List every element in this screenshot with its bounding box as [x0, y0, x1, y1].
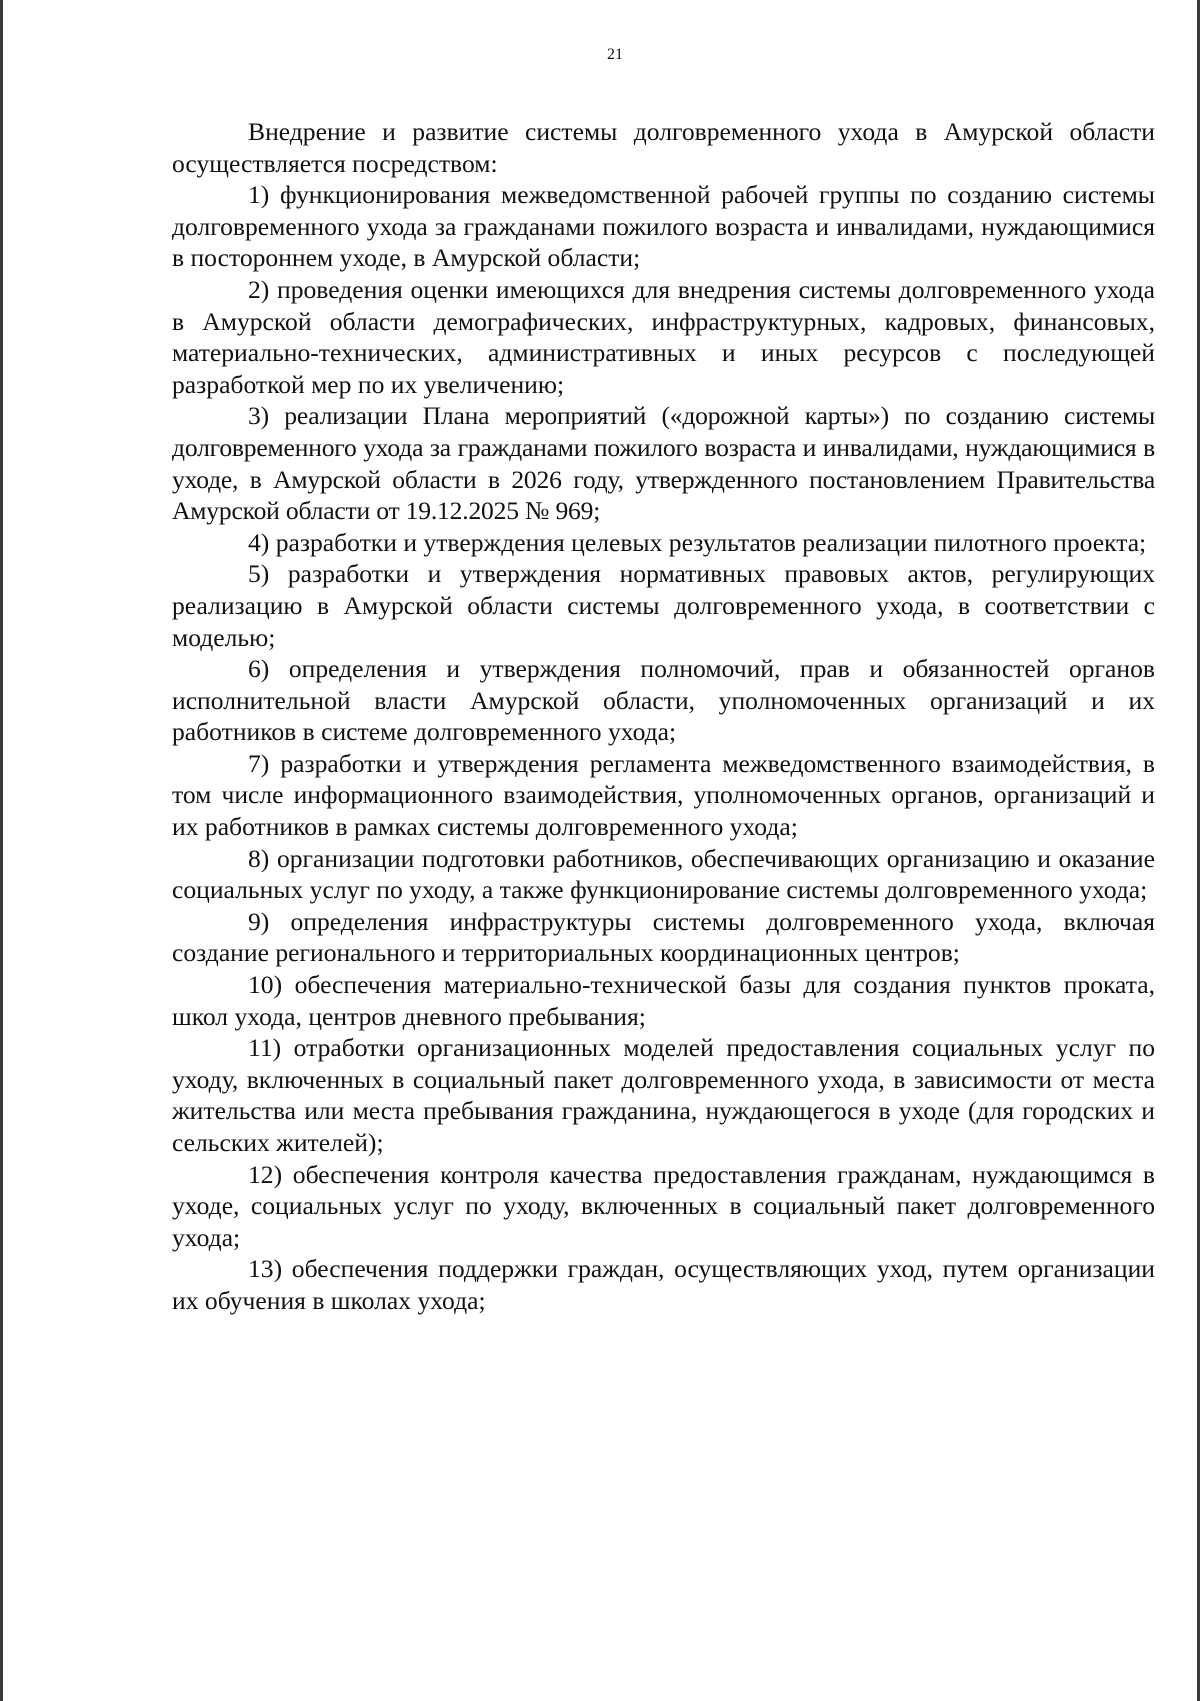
intro-paragraph: Внедрение и развитие системы долговременного ухода в Амурской области осуществляется посредством: [172, 117, 1155, 178]
list-item-6: 6) определения и утверждения полномочий, прав и обязанностей органов исполнительной власти Амурской области, уполномоченных организаций и их работников в системе долговременного ухода; [172, 654, 1155, 747]
list-item-7: 7) разработки и утверждения регламента межведомственного взаимодействия, в том числе информационного взаимодействия, уполномоченных органов, организаций и их работников в рамках системы долговременного ухода; [172, 748, 1155, 842]
list-item-13: 13) обеспечения поддержки граждан, осуществляющих уход, путем организации их обучения в школах ухода; [172, 1254, 1155, 1315]
list-item-8: 8) организации подготовки работников, обеспечивающих организацию и оказание социальных услуг по уходу, а также функционирование системы долговременного ухода; [172, 843, 1155, 905]
list-item-11: 11) отработки организационных моделей предоставления социальных услуг по уходу, включенных в социальный пакет долговременного ухода, в зависимости от места жительства или места пребывания гражданина, нуждающегося в уходе (для городских и сельских жителей); [172, 1033, 1155, 1157]
list-item-4: 4) разработки и утверждения целевых результатов реализации пилотного проекта; [248, 527, 1147, 557]
list-item-12: 12) обеспечения контроля качества предоставления гражданам, нуждающимся в уходе, социальных услуг по уходу, включенных в социальный пакет долговременного ухода; [172, 1159, 1155, 1252]
list-item-2: 2) проведения оценки имеющихся для внедрения системы долговременного ухода в Амурской области демографических, инфраструктурных, кадровых, финансовых, материально-технических, административных и иных ресурсов с последующей разработкой мер по их увеличению; [172, 274, 1155, 399]
list-item-10: 10) обеспечения материально-технической базы для создания пунктов проката, школ ухода, центров дневного пребывания; [172, 970, 1155, 1031]
list-item-9: 9) определения инфраструктуры системы долговременного ухода, включая создание регионального и территориальных координационных центров; [172, 906, 1155, 968]
scan-left-edge [0, 0, 3, 1701]
page-number: 21 [607, 46, 623, 63]
list-item-1: 1) функционирования межведомственной рабочей группы по созданию системы долговременного ухода за гражданами пожилого возраста и инвалидами, нуждающимися в постороннем уходе, в Амурской области; [172, 180, 1155, 273]
list-item-3: 3) реализации Плана мероприятий («дорожной карты») по созданию системы долговременного ухода за гражданами пожилого возраста и инвалидами, нуждающимися в уходе, в Амурской области в 2026 году, утвержденного постановлением Правительства Амурской области от 19.12.2025 № 969; [172, 401, 1155, 526]
document-body [172, 116, 1155, 1317]
list-item-5: 5) разработки и утверждения нормативных правовых актов, регулирующих реализацию в Амурской области системы долговременного ухода, в соответствии с моделью; [172, 559, 1155, 652]
